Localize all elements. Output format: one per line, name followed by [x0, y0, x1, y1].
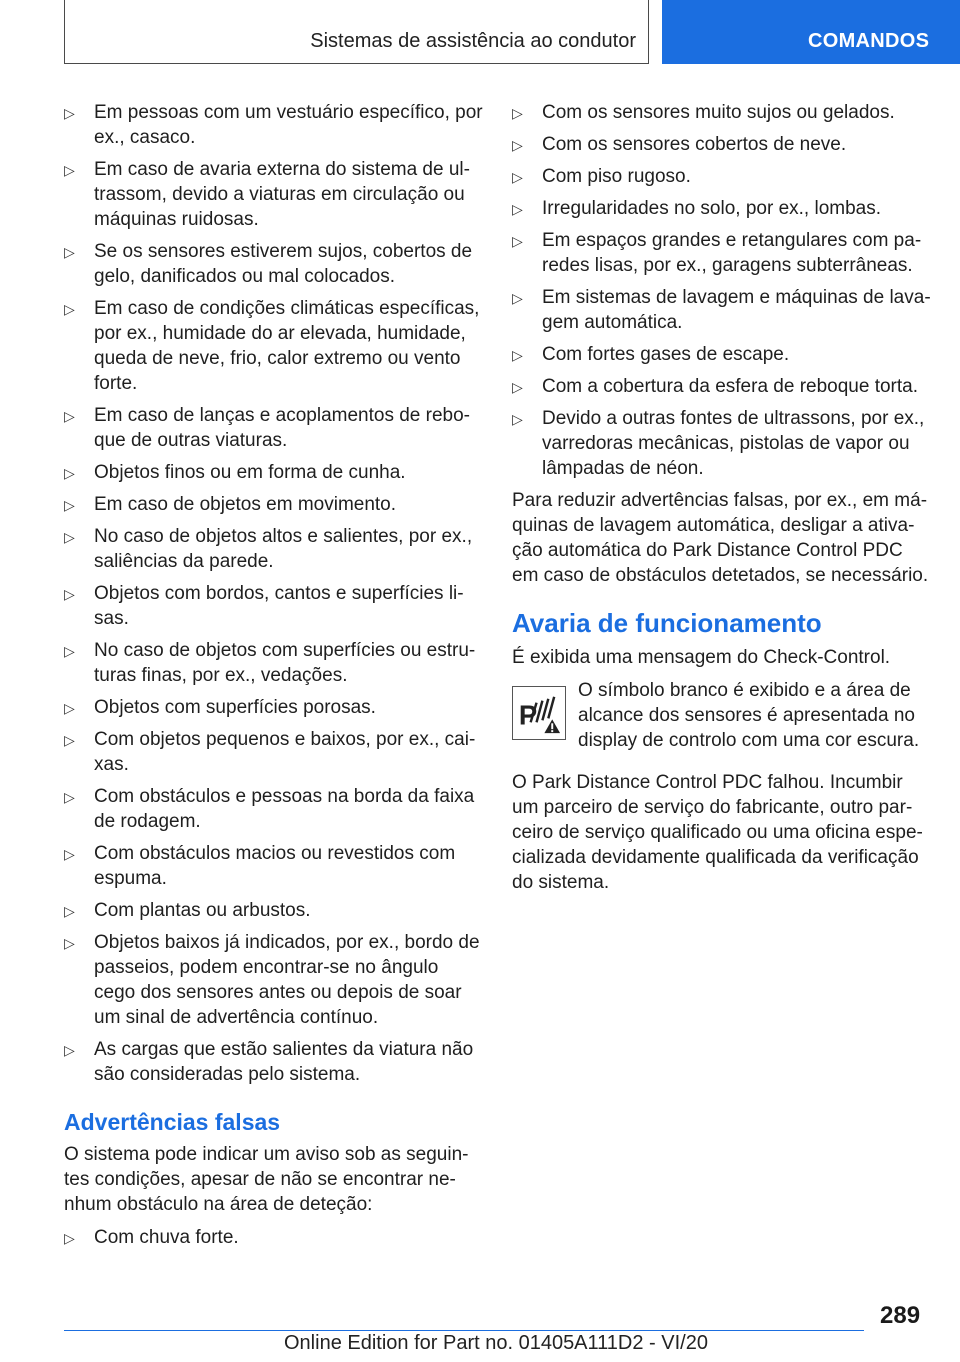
bullet-triangle-icon: ▷	[64, 935, 75, 951]
right-bullet-list	[512, 100, 932, 481]
page-number: 289	[880, 1302, 921, 1329]
bullet-triangle-icon: ▷	[64, 301, 75, 317]
false-warnings-heading: Advertências falsas	[64, 1109, 281, 1135]
malfunction-body: O Park Distance Control PDC falhou. Incumbir um parceiro de serviço do fabricante, outro parceiro de serviço qualificado ou uma oficina especializada devidamente qualificada da verificação do sistema.	[512, 772, 923, 893]
bullet-triangle-icon: ▷	[64, 846, 75, 862]
bullet-triangle-icon: ▷	[64, 162, 75, 178]
list-item: ▷ No caso de objetos altos e salientes, por ex., saliências da parede.	[64, 526, 473, 572]
list-item: ▷ Devido a outras fontes de ultrassons, por ex., varredoras mecânicas, pistolas de vapor ou lâmpadas de néon.	[512, 408, 925, 479]
bullet-triangle-icon: ▷	[512, 169, 523, 185]
bullet-triangle-icon: ▷	[512, 105, 523, 121]
list-item: ▷ Em espaços grandes e retangulares com paredes lisas, por ex., garagens subterrâneas.	[512, 230, 922, 276]
pdc-warning-icon	[512, 686, 566, 740]
bullet-triangle-icon: ▷	[64, 643, 75, 659]
bullet-triangle-icon: ▷	[64, 732, 75, 748]
right-column	[512, 100, 932, 903]
malfunction-intro: É exibida uma mensagem do Check-Control.	[512, 647, 891, 668]
list-item: ▷ Com plantas ou arbustos.	[64, 898, 484, 923]
reduce-false-warnings-text: Para reduzir advertências falsas, por ex., em máquinas de lavagem automática, desligar a ativação automática do Park Distance Control PDC em caso de obstáculos detetados, se necessário.	[512, 490, 929, 586]
list-item: ▷ Objetos baixos já indicados, por ex., bordo de passeios, podem encontrar-se no ângulo cego dos sensores antes ou depois de soar um sinal de advertência contínuo.	[64, 932, 480, 1028]
bullet-triangle-icon: ▷	[64, 586, 75, 602]
false-warnings-intro: O sistema pode indicar um aviso sob as seguintes condições, apesar de não se encontrar nenhum obstáculo na área de deteção:	[64, 1144, 469, 1215]
list-item: ▷ Objetos com bordos, cantos e superfícies lisas.	[64, 583, 464, 629]
false-warnings-list	[64, 1225, 484, 1250]
list-item: ▷ No caso de objetos com superfícies ou estruturas finas, por ex., vedações.	[64, 640, 476, 686]
bullet-triangle-icon: ▷	[64, 789, 75, 805]
bullet-triangle-icon: ▷	[64, 497, 75, 513]
bullet-triangle-icon: ▷	[64, 903, 75, 919]
bullet-triangle-icon: ▷	[64, 529, 75, 545]
svg-text:P: P	[518, 699, 538, 731]
bullet-triangle-icon: ▷	[64, 1230, 75, 1246]
list-item: ▷ Com os sensores cobertos de neve.	[512, 132, 932, 157]
list-item: ▷ Com os sensores muito sujos ou gelados.	[512, 100, 932, 125]
list-item: ▷ Com chuva forte.	[64, 1225, 484, 1250]
bullet-triangle-icon: ▷	[512, 201, 523, 217]
bullet-triangle-icon: ▷	[512, 347, 523, 363]
section-title: COMANDOS	[808, 30, 930, 52]
list-item: ▷ Com piso rugoso.	[512, 164, 932, 189]
malfunction-heading: Avaria de funcionamento	[512, 608, 822, 638]
left-bullet-list	[64, 100, 484, 1087]
list-item: ▷ Com obstáculos e pessoas na borda da faixa de rodagem.	[64, 786, 475, 832]
bullet-triangle-icon: ▷	[512, 379, 523, 395]
bullet-triangle-icon: ▷	[64, 1042, 75, 1058]
symbol-block	[512, 678, 932, 758]
header-section-tab	[662, 0, 960, 64]
list-item: ▷ Com a cobertura da esfera de reboque torta.	[512, 374, 932, 399]
bullet-triangle-icon: ▷	[512, 137, 523, 153]
left-column	[64, 100, 484, 1257]
bullet-triangle-icon: ▷	[512, 290, 523, 306]
bullet-triangle-icon: ▷	[64, 408, 75, 424]
list-item: ▷ Em caso de condições climáticas específicas, por ex., humidade do ar elevada, humidade, queda de neve, frio, calor extremo ou vento forte.	[64, 298, 480, 394]
symbol-description: O símbolo branco é exibido e a área de alcance dos sensores é apresentada no display de controlo com uma cor escura.	[578, 680, 920, 751]
chapter-title: Sistemas de assistência ao condutor	[310, 30, 636, 52]
bullet-triangle-icon: ▷	[64, 105, 75, 121]
list-item: ▷ Objetos com superfícies porosas.	[64, 695, 484, 720]
pdc-warning-icon-graphic	[513, 687, 564, 738]
bullet-triangle-icon: ▷	[64, 244, 75, 260]
list-item: ▷ Em caso de avaria externa do sistema de ultrassom, devido a viaturas em circulação ou máquinas ruidosas.	[64, 159, 470, 230]
footer-divider	[64, 1330, 864, 1331]
bullet-triangle-icon: ▷	[64, 700, 75, 716]
list-item: ▷ Em sistemas de lavagem e máquinas de lavagem automática.	[512, 287, 931, 333]
bullet-triangle-icon: ▷	[512, 233, 523, 249]
list-item: ▷ Se os sensores estiverem sujos, cobertos de gelo, danificados ou mal colocados.	[64, 241, 473, 287]
list-item: ▷ Com obstáculos macios ou revestidos com espuma.	[64, 843, 456, 889]
list-item: ▷ As cargas que estão salientes da viatura não são consideradas pelo sistema.	[64, 1039, 474, 1085]
list-item: ▷ Irregularidades no solo, por ex., lombas.	[512, 196, 932, 221]
header-chapter-box	[64, 0, 649, 64]
list-item: ▷ Objetos finos ou em forma de cunha.	[64, 460, 484, 485]
bullet-triangle-icon: ▷	[64, 465, 75, 481]
bullet-triangle-icon: ▷	[512, 411, 523, 427]
list-item: ▷ Em pessoas com um vestuário específico, por ex., casaco.	[64, 102, 483, 148]
list-item: ▷ Em caso de objetos em movimento.	[64, 492, 484, 517]
list-item: ▷ Com objetos pequenos e baixos, por ex., caixas.	[64, 729, 476, 775]
list-item: ▷ Com fortes gases de escape.	[512, 342, 932, 367]
footer-edition: Online Edition for Part no. 01405A111D2 - VI/20	[284, 1332, 708, 1354]
list-item: ▷ Em caso de lanças e acoplamentos de reboque de outras viaturas.	[64, 405, 470, 451]
